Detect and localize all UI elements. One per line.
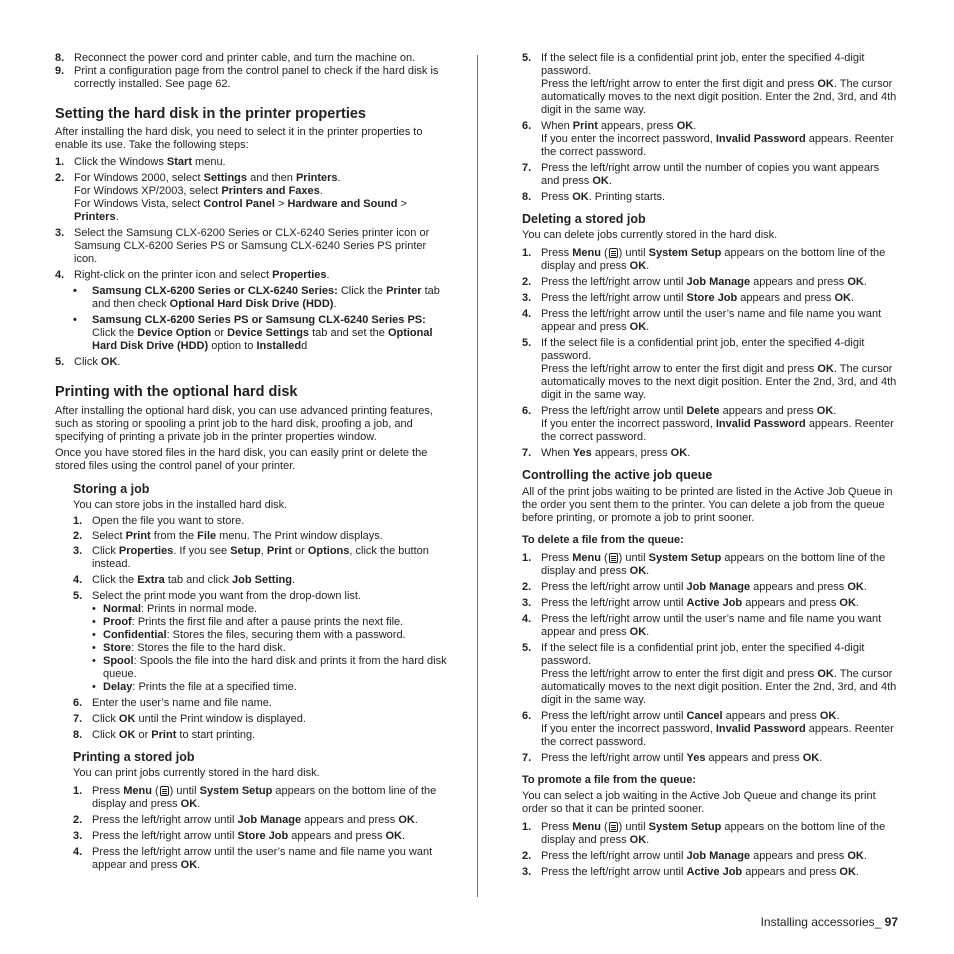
menu-icon (160, 786, 169, 796)
setting-step-3: 3. Select the Samsung CLX-6200 Series or CLX-6240 Series printer icon or Samsung CLX-6200 Series PS or Samsung CLX-6240 Series PS printer icon. (55, 227, 430, 265)
promote-step-1: 1. Press Menu ( ) until System Setup appears on the bottom line of the display and press OK. (522, 821, 886, 846)
print-step-6: 6. When Print appears, press OK. If you enter the incorrect password, Invalid Password appears. Reenter the correct password. (522, 120, 894, 158)
storing-step-3: 3. Click Properties. If you see Setup, Print or Options, click the button instead. (73, 545, 429, 570)
print-step-2: 2. Press the left/right arrow until Job Manage appears and press OK. (73, 814, 418, 826)
queue-delete-step-2: 2. Press the left/right arrow until Job Manage appears and press OK. (522, 581, 867, 593)
delete-step-2: 2. Press the left/right arrow until Job Manage appears and press OK. (522, 276, 867, 288)
storing-step-7: 7. Click OK until the Print window is displayed. (73, 713, 306, 725)
mode-proof: • Proof: Prints the first file and after a pause prints the next file. (92, 616, 404, 628)
heading-to-delete: To delete a file from the queue: (522, 534, 684, 546)
footer-label: Installing accessories_ (760, 915, 882, 929)
queue-delete-step-1: 1. Press Menu ( ) until System Setup appears on the bottom line of the display and press OK. (522, 552, 886, 577)
paragraph-controlling: All of the print jobs waiting to be printed are listed in the Active Job Queue in the order you sent them to the printer. You can delete a job from the queue before printing, or promote a job to print sooner. (522, 486, 893, 524)
queue-delete-step-6: 6. Press the left/right arrow until Cancel appears and press OK. If you enter the incorrect password, Invalid Password appears. Reenter the correct password. (522, 710, 894, 748)
paragraph-storing: You can store jobs in the installed hard disk. (73, 499, 288, 511)
setting-step-4-options (55, 285, 450, 353)
page-number: 97 (884, 915, 898, 929)
queue-delete-step-7: 7. Press the left/right arrow until Yes appears and press OK. (522, 752, 823, 764)
heading-storing-job: Storing a job (73, 482, 150, 496)
storing-step-5: 5. Select the print mode you want from the drop-down list. • Normal: Prints in normal mode. • Proof: Prints the first file and after a pause prints the next file. • Confidential: Stores the files, securing them with a password. • Store: Stores the file to the hard disk. • Spool: Spools the file into the hard disk and prints it from the hard disk queue. • Delay: Prints the file at a specified time. (73, 590, 450, 694)
menu-icon (609, 248, 618, 258)
setting-step-1: 1. Click the Windows Start menu. (55, 156, 226, 168)
print-step-7: 7. Press the left/right arrow until the number of copies you want appears and press OK. (522, 162, 880, 187)
print-step-3: 3. Press the left/right arrow until Store Job appears and press OK. (73, 830, 406, 842)
setting-step-4: 4. Right-click on the printer icon and select Properties. (55, 269, 330, 281)
heading-to-promote: To promote a file from the queue: (522, 774, 696, 786)
delete-step-5: 5. If the select file is a confidential print job, enter the specified 4-digit password. Press the left/right arrow to enter the first digit and press OK. The cursor automatically moves to the next digit position. Enter the 2nd, 3rd, and 4th digit in the same way. (522, 337, 897, 401)
storing-step-1: 1. Open the file you want to store. (73, 515, 245, 527)
paragraph-printing-stored: You can print jobs currently stored in the hard disk. (73, 767, 320, 779)
column-divider (477, 55, 478, 897)
promote-step-3: 3. Press the left/right arrow until Active Job appears and press OK. (522, 866, 859, 878)
mode-confidential: • Confidential: Stores the files, securing them with a password. (92, 629, 406, 641)
heading-setting-hard-disk: Setting the hard disk in the printer properties (55, 106, 366, 122)
left-column (55, 52, 450, 872)
paragraph-printing-2: Once you have stored files in the hard disk, you can easily print or delete the stored files using the control panel of your printer. (55, 447, 428, 472)
setting-step-5: 5. Click OK. (55, 356, 121, 368)
mode-store: • Store: Stores the file to the hard disk. (92, 642, 286, 654)
storing-step-8: 8. Click OK or Print to start printing. (73, 729, 256, 741)
page-footer (761, 915, 898, 929)
delete-step-3: 3. Press the left/right arrow until Store Job appears and press OK. (522, 292, 855, 304)
queue-delete-step-3: 3. Press the left/right arrow until Active Job appears and press OK. (522, 597, 859, 609)
menu-icon (609, 822, 618, 832)
mode-delay: • Delay: Prints the file at a specified time. (92, 681, 297, 693)
step-8: 8. Reconnect the power cord and printer cable, and turn the machine on. (55, 52, 416, 64)
queue-delete-step-4: 4. Press the left/right arrow until the user’s name and file name you want appear and press OK. (522, 613, 882, 638)
print-step-5: 5. If the select file is a confidential print job, enter the specified 4-digit password. Press the left/right arrow to enter the first digit and press OK. The cursor automatically moves to the next digit position. Enter the 2nd, 3rd, and 4th digit in the same way. (522, 52, 897, 116)
heading-printing-optional: Printing with the optional hard disk (55, 384, 298, 400)
paragraph-setting: After installing the hard disk, you need to select it in the printer properties to enable its use. Take the following steps: (55, 126, 423, 151)
storing-step-6: 6. Enter the user’s name and file name. (73, 697, 272, 709)
promote-step-2: 2. Press the left/right arrow until Job Manage appears and press OK. (522, 850, 867, 862)
option-ps: • Samsung CLX-6200 Series PS or Samsung CLX-6240 Series PS: Click the Device Option or Device Settings tab and set the Optional Hard Disk Drive (HDD) option to Installedd (73, 314, 433, 352)
queue-delete-step-5: 5. If the select file is a confidential print job, enter the specified 4-digit password. Press the left/right arrow to enter the first digit and press OK. The cursor automatically moves to the next digit position. Enter the 2nd, 3rd, and 4th digit in the same way. (522, 642, 897, 706)
storing-section (55, 482, 450, 872)
paragraph-printing-1: After installing the optional hard disk, you can use advanced printing features, such as storing or spooling a print job to the hard disk, proofing a job, and specifying of printing a private job in the printer properties window. (55, 405, 433, 443)
setting-step-2: 2. For Windows 2000, select Settings and then Printers. For Windows XP/2003, select Printers and Faxes. For Windows Vista, select Control Panel > Hardware and Sound > Printers. (55, 172, 407, 223)
delete-step-4: 4. Press the left/right arrow until the user’s name and file name you want appear and press OK. (522, 308, 882, 333)
heading-controlling-queue: Controlling the active job queue (522, 468, 713, 482)
option-pcl: • Samsung CLX-6200 Series or CLX-6240 Series: Click the Printer tab and then check Optional Hard Disk Drive (HDD). (73, 285, 440, 310)
paragraph-promote: You can select a job waiting in the Active Job Queue and change its print order so that it can be printed sooner. (522, 790, 876, 815)
mode-spool: • Spool: Spools the file into the hard disk and prints it from the hard disk queue. (92, 655, 447, 680)
right-column (522, 52, 900, 879)
menu-icon (609, 553, 618, 563)
delete-step-1: 1. Press Menu ( ) until System Setup appears on the bottom line of the display and press OK. (522, 247, 886, 272)
storing-step-4: 4. Click the Extra tab and click Job Setting. (73, 574, 295, 586)
delete-step-6: 6. Press the left/right arrow until Delete appears and press OK. If you enter the incorrect password, Invalid Password appears. Reenter the correct password. (522, 405, 894, 443)
delete-step-7: 7. When Yes appears, press OK. (522, 447, 691, 459)
heading-printing-stored-job: Printing a stored job (73, 750, 195, 764)
print-step-1: 1. Press Menu ( ) until System Setup appears on the bottom line of the display and press OK. (73, 785, 437, 810)
mode-normal: • Normal: Prints in normal mode. (92, 603, 258, 615)
step-9: 9. Print a configuration page from the control panel to check if the hard disk is correctly installed. See page 62. (55, 65, 439, 90)
paragraph-deleting: You can delete jobs currently stored in the hard disk. (522, 229, 778, 241)
heading-deleting-stored-job: Deleting a stored job (522, 212, 646, 226)
print-step-8: 8. Press OK. Printing starts. (522, 191, 666, 203)
print-step-4: 4. Press the left/right arrow until the user’s name and file name you want appear and press OK. (73, 846, 433, 871)
storing-step-2: 2. Select Print from the File menu. The Print window displays. (73, 530, 383, 542)
